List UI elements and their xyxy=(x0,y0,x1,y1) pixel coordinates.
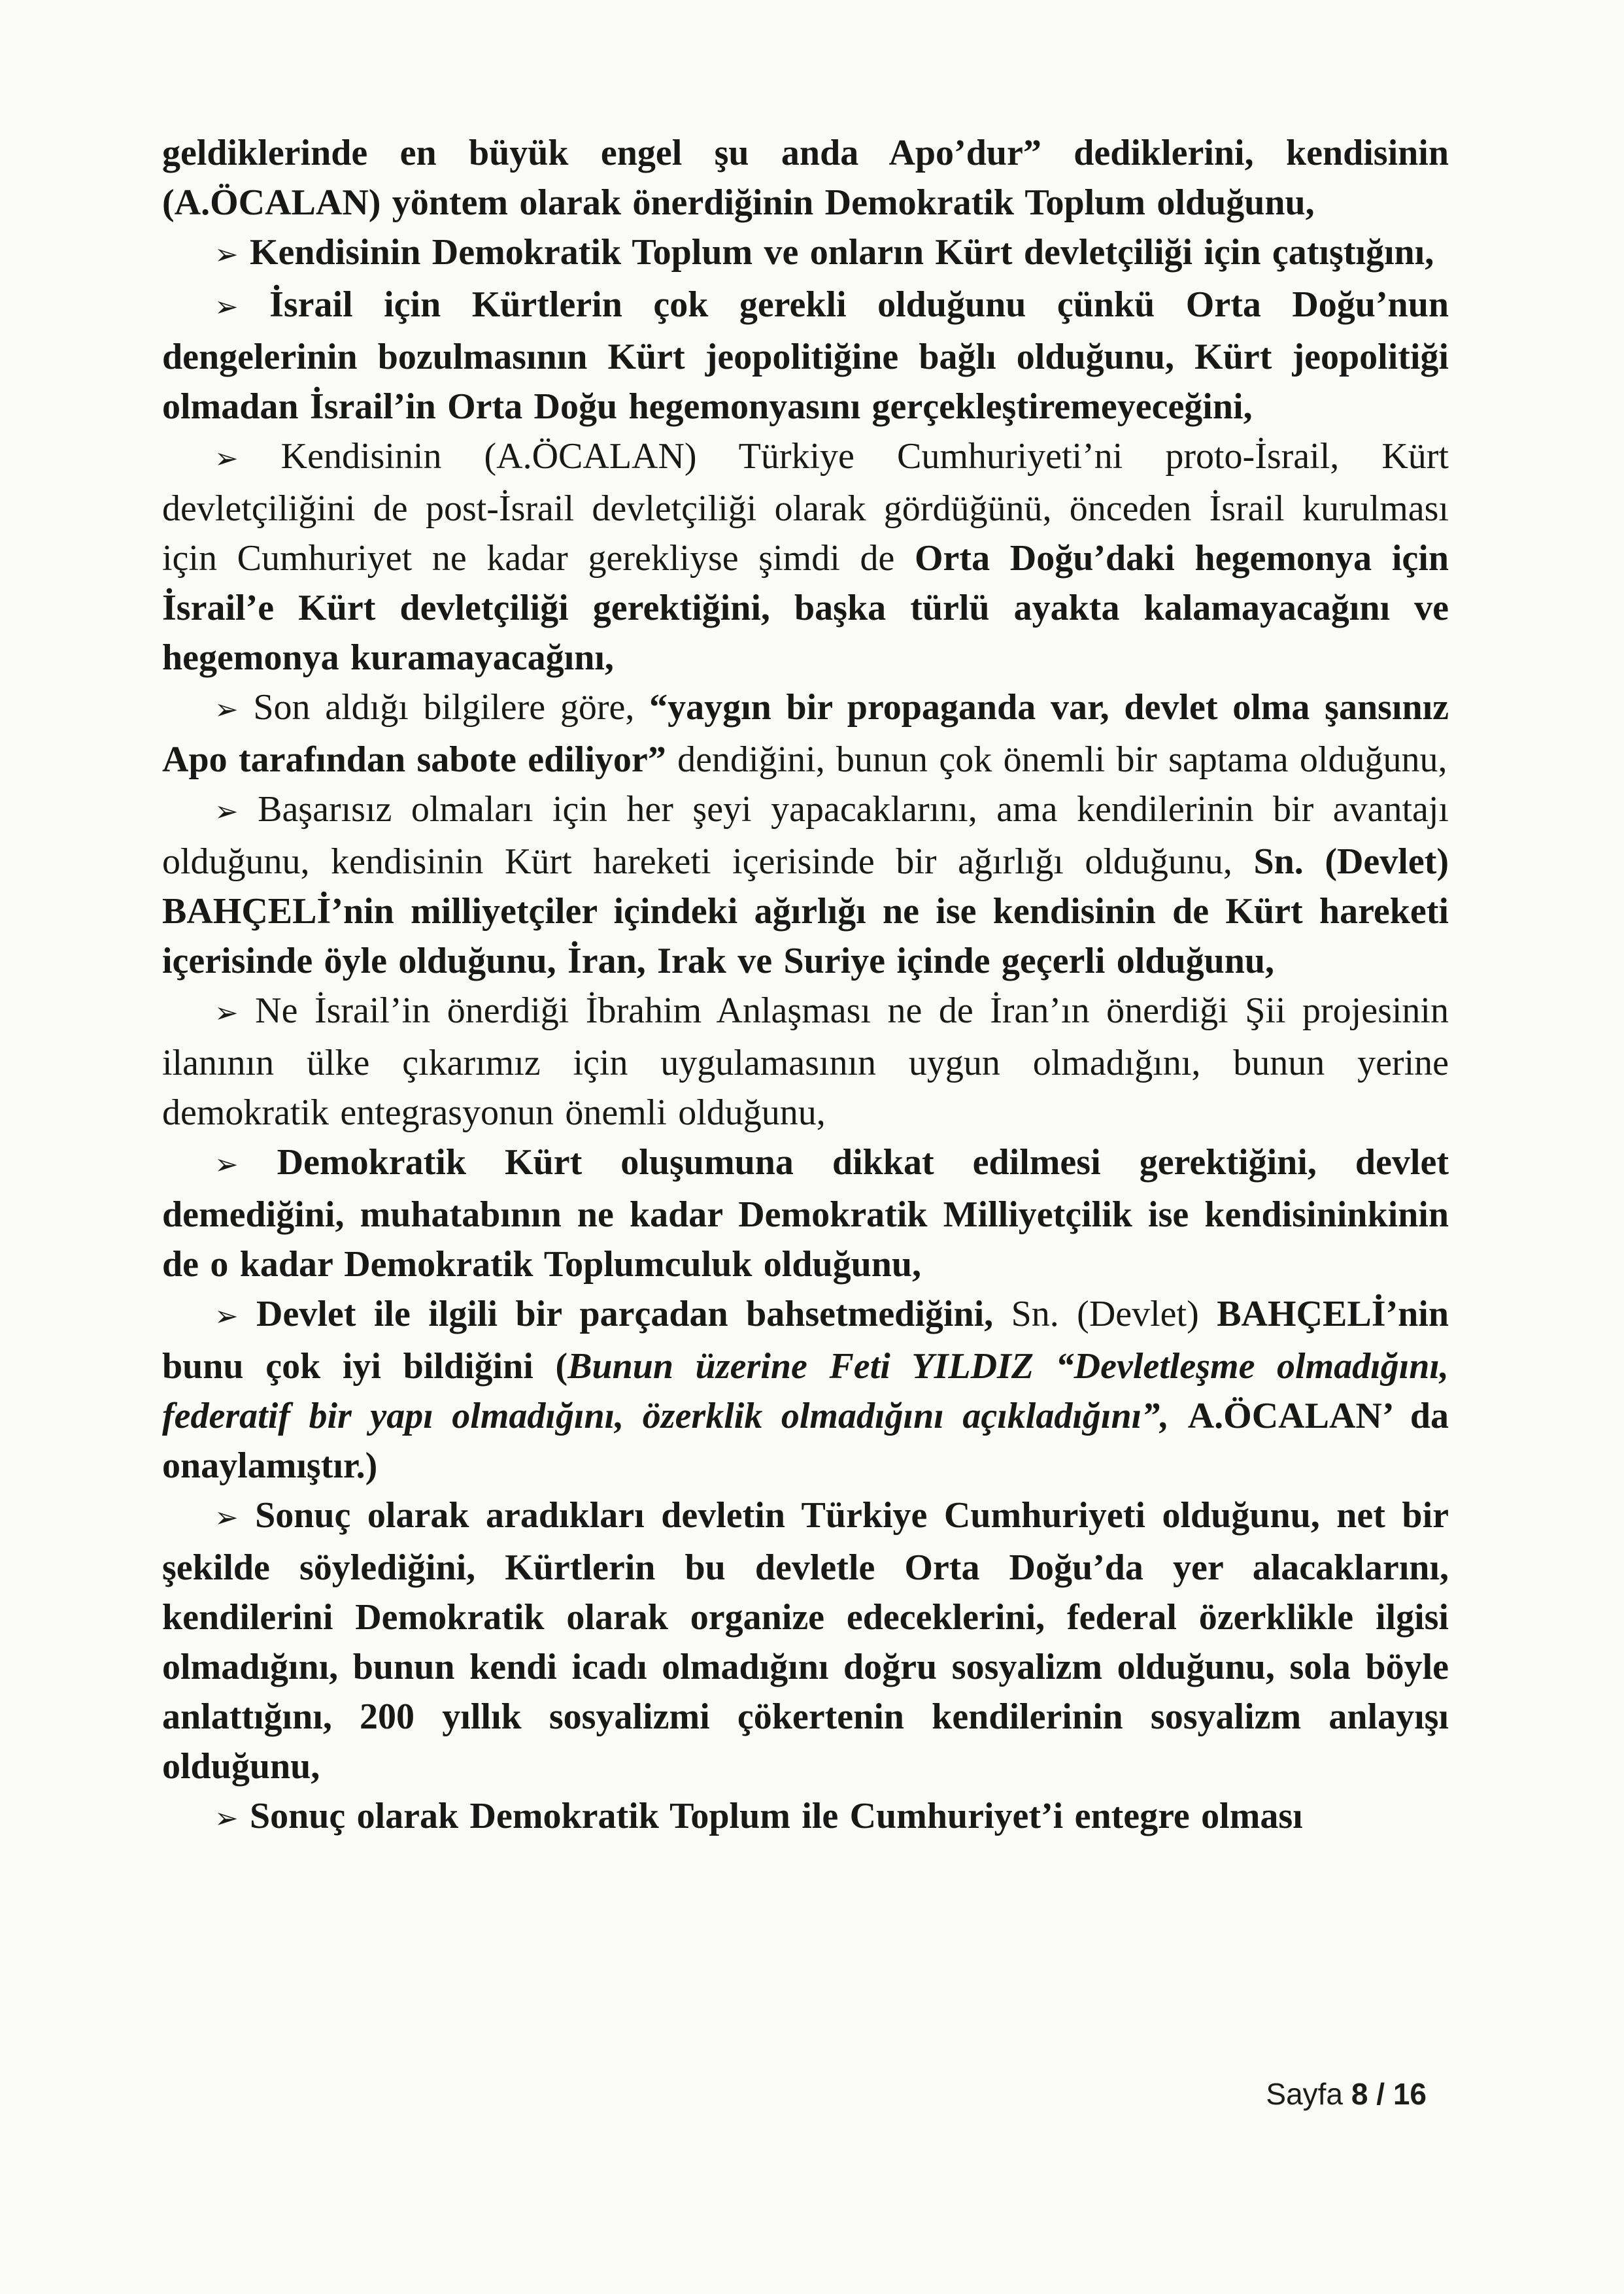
footer-label: Sayfa xyxy=(1266,2077,1344,2111)
bullet-paragraph xyxy=(162,1491,1449,1791)
bullet-arrow-icon: ➢ xyxy=(214,1300,239,1333)
text-run: Başarısız olmaları için her şeyi yapacaklarını, ama kendilerinin bir avantajı olduğunu, kendisinin Kürt hareketi içerisinde bir ağırlığı olduğunu, xyxy=(162,789,1449,882)
bullet-arrow-icon: ➢ xyxy=(214,1802,239,1835)
bullet-paragraph xyxy=(162,683,1449,784)
bullet-arrow-icon: ➢ xyxy=(214,1148,239,1181)
text-run: “yaygın bir propaganda var, devlet olma şansınız Apo tarafından sabote ediliyor” xyxy=(162,687,1449,780)
text-run: Son aldığı bilgilere göre, xyxy=(253,687,650,728)
text-run: Sn. (Devlet) BAHÇELİ’nin milliyetçiler içindeki ağırlığı ne ise kendisinin de Kürt hareketi içerisinde öyle olduğunu, İran, Irak ve Suriye içinde geçerli olduğunu, xyxy=(162,841,1449,981)
bullet-paragraph xyxy=(162,1791,1449,1844)
text-run: Devlet ile ilgili bir parçadan bahsetmediğini, xyxy=(256,1294,1011,1334)
bullet-paragraph xyxy=(162,228,1449,280)
bullet-paragraph xyxy=(162,784,1449,986)
bullet-arrow-icon: ➢ xyxy=(214,1501,239,1534)
text-run: Demokratik Kürt oluşumuna dikkat edilmesi gerektiğini, devlet demediğini, muhatabının ne kadar Demokratik Milliyetçilik ise kendisininkinin de o kadar Demokratik Toplumculuk olduğunu, xyxy=(162,1142,1449,1285)
bullet-paragraph xyxy=(162,1289,1449,1491)
footer-page-number: 8 / 16 xyxy=(1351,2077,1427,2111)
bullet-arrow-icon: ➢ xyxy=(214,795,239,828)
text-run: İsrail için Kürtlerin çok gerekli olduğunu çünkü Orta Doğu’nun dengelerinin bozulmasının Kürt jeopolitiğine bağlı olduğunu, Kürt jeopolitiği olmadan İsrail’in Orta Doğu hegemonyasını gerçekleştiremeyeceğini, xyxy=(162,284,1449,427)
bullet-arrow-icon: ➢ xyxy=(214,442,239,475)
text-run: Sonuç olarak Demokratik Toplum ile Cumhuriyet’i entegre olması xyxy=(249,1796,1303,1836)
bullet-paragraph xyxy=(162,1138,1449,1289)
bullet-arrow-icon: ➢ xyxy=(214,290,239,324)
text-run: BAHÇELİ’nin bunu çok iyi bildiğini ( xyxy=(162,1294,1449,1387)
bullet-paragraph xyxy=(162,280,1449,431)
bullet-arrow-icon: ➢ xyxy=(214,238,239,271)
bullet-arrow-icon: ➢ xyxy=(214,693,239,726)
text-run: Kendisinin (A.ÖCALAN) Türkiye Cumhuriyeti’ni proto-İsrail, Kürt devletçiliğini de post-İsrail devletçiliği olarak gördüğünü, önceden İsrail kurulması için Cumhuriyet ne kadar gerekliyse şimdi de xyxy=(162,436,1449,579)
bullet-paragraph xyxy=(162,986,1449,1138)
text-run: Bunun üzerine Feti YILDIZ “Devletleşme olmadığını, federatif bir yapı olmadığını, özerklik olmadığını açıkladığını”, xyxy=(162,1346,1449,1436)
bullet-arrow-icon: ➢ xyxy=(214,996,239,1030)
page-footer xyxy=(1266,2078,1427,2110)
text-run: geldiklerinde en büyük engel şu anda Apo’dur” dediklerini, kendisinin (A.ÖCALAN) yöntem olarak önerdiğinin Demokratik Toplum olduğunu, xyxy=(162,133,1449,223)
bullet-paragraph xyxy=(162,431,1449,683)
paragraph xyxy=(162,128,1449,228)
text-run: Ne İsrail’in önerdiği İbrahim Anlaşması ne de İran’ın önerdiği Şii projesinin ilanının ülke çıkarımız için uygulamasının uygun olmadığını, bunun yerine demokratik entegrasyonun önemli olduğunu, xyxy=(162,990,1449,1133)
text-run: dendiğini, bunun çok önemli bir saptama olduğunu, xyxy=(666,739,1447,780)
text-run: Orta Doğu’daki hegemonya için İsrail’e Kürt devletçiliği gerektiğini, başka türlü ayakta kalamayacağını ve hegemonya kuramayacağını, xyxy=(162,538,1449,678)
text-run: Kendisinin Demokratik Toplum ve onların Kürt devletçiliği için çatıştığını, xyxy=(249,232,1434,273)
text-run: Sonuç olarak aradıkları devletin Türkiye Cumhuriyeti olduğunu, net bir şekilde söylediğini, Kürtlerin bu devletle Orta Doğu’da yer alacaklarını, kendilerini Demokratik olarak organize edeceklerini, federal özerklikle ilgisi olmadığını, bunun kendi icadı olmadığını doğru sosyalizm olduğunu, sola böyle anlattığını, 200 yıllık sosyalizmi çökertenin kendilerinin sosyalizm anlayışı olduğunu, xyxy=(162,1495,1449,1787)
text-run: Sn. (Devlet) xyxy=(1011,1294,1217,1334)
text-run: A.ÖCALAN’ da onaylamıştır.) xyxy=(162,1396,1449,1486)
document-body xyxy=(162,128,1449,1844)
